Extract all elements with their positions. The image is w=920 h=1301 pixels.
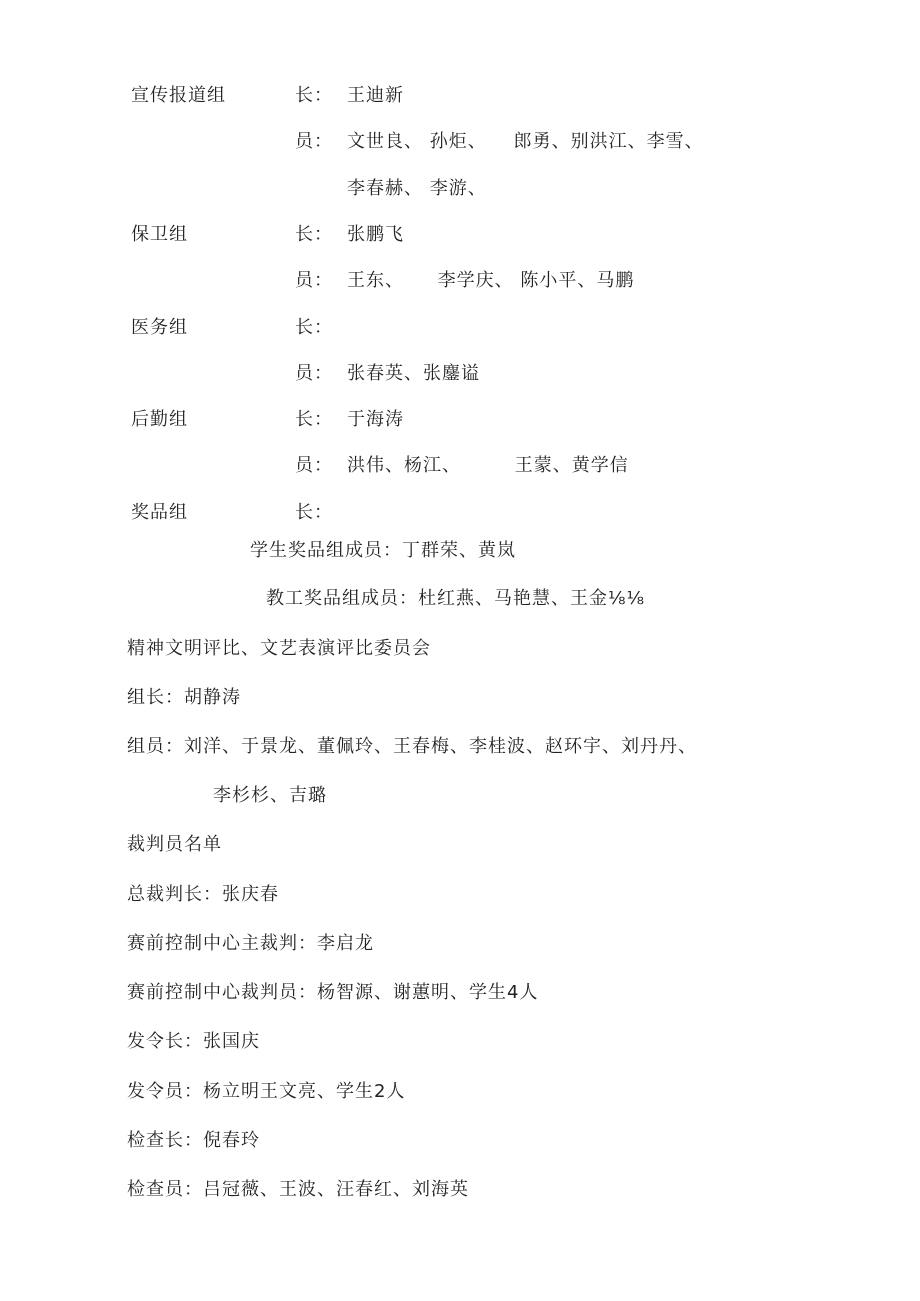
logistics-member-label: 员： xyxy=(295,455,333,476)
referees-precontrol-chief: 赛前控制中心主裁判：李启龙 xyxy=(127,933,374,954)
security-group-name: 保卫组 xyxy=(131,224,188,245)
committee-title: 精神文明评比、文艺表演评比委员会 xyxy=(127,638,431,659)
publicity-member-label: 员： xyxy=(295,131,333,152)
medical-leader-label: 长： xyxy=(295,317,333,338)
medical-members: 张春英、张鏖谥 xyxy=(347,363,480,384)
security-member-label: 员： xyxy=(295,270,333,291)
logistics-leader-label: 长： xyxy=(295,409,333,430)
publicity-members-line2: 李春赫、 李游、 xyxy=(347,178,487,199)
logistics-group-name: 后勤组 xyxy=(131,409,188,430)
security-members: 王东、 李学庆、 陈小平、马鹏 xyxy=(347,270,635,291)
publicity-members-line1: 文世良、 孙炬、 郎勇、别洪江、李雪、 xyxy=(347,131,704,152)
publicity-leader-label: 长： xyxy=(295,85,333,106)
referees-title: 裁判员名单 xyxy=(127,834,222,855)
publicity-leader: 王迪新 xyxy=(347,85,404,106)
publicity-group-name: 宣传报道组 xyxy=(131,85,226,106)
medical-member-label: 员： xyxy=(295,363,333,384)
security-leader: 张鹏飞 xyxy=(347,224,404,245)
committee-leader: 组长：胡静涛 xyxy=(127,687,241,708)
security-leader-label: 长： xyxy=(295,224,333,245)
committee-members-line2: 李杉杉、吉璐 xyxy=(213,785,327,806)
logistics-leader: 于海涛 xyxy=(347,409,404,430)
medical-group-name: 医务组 xyxy=(131,317,188,338)
committee-members-line1: 组员：刘洋、于景龙、董佩玲、王春梅、李桂波、赵环宇、刘丹丹、 xyxy=(127,736,697,757)
referees-starters: 发令员：杨立明王文亮、学生2人 xyxy=(127,1081,406,1102)
prizes-student-members: 学生奖品组成员：丁群荣、黄岚 xyxy=(250,540,516,561)
referees-chief: 总裁判长：张庆春 xyxy=(127,884,279,905)
prizes-group-name: 奖品组 xyxy=(131,502,188,523)
referees-inspectors: 检查员：吕冠薇、王波、汪春红、刘海英 xyxy=(127,1179,469,1200)
referees-inspection-chief: 检查长：倪春玲 xyxy=(127,1130,260,1151)
referees-starter-chief: 发令长：张国庆 xyxy=(127,1031,260,1052)
logistics-members: 洪伟、杨江、 王蒙、黄学信 xyxy=(347,455,629,476)
referees-precontrol-members: 赛前控制中心裁判员：杨智源、谢蕙明、学生4人 xyxy=(127,982,539,1003)
prizes-staff-members: 教工奖品组成员：杜红燕、马艳慧、王金⅛⅛ xyxy=(266,588,645,609)
prizes-leader-label: 长： xyxy=(295,502,333,523)
